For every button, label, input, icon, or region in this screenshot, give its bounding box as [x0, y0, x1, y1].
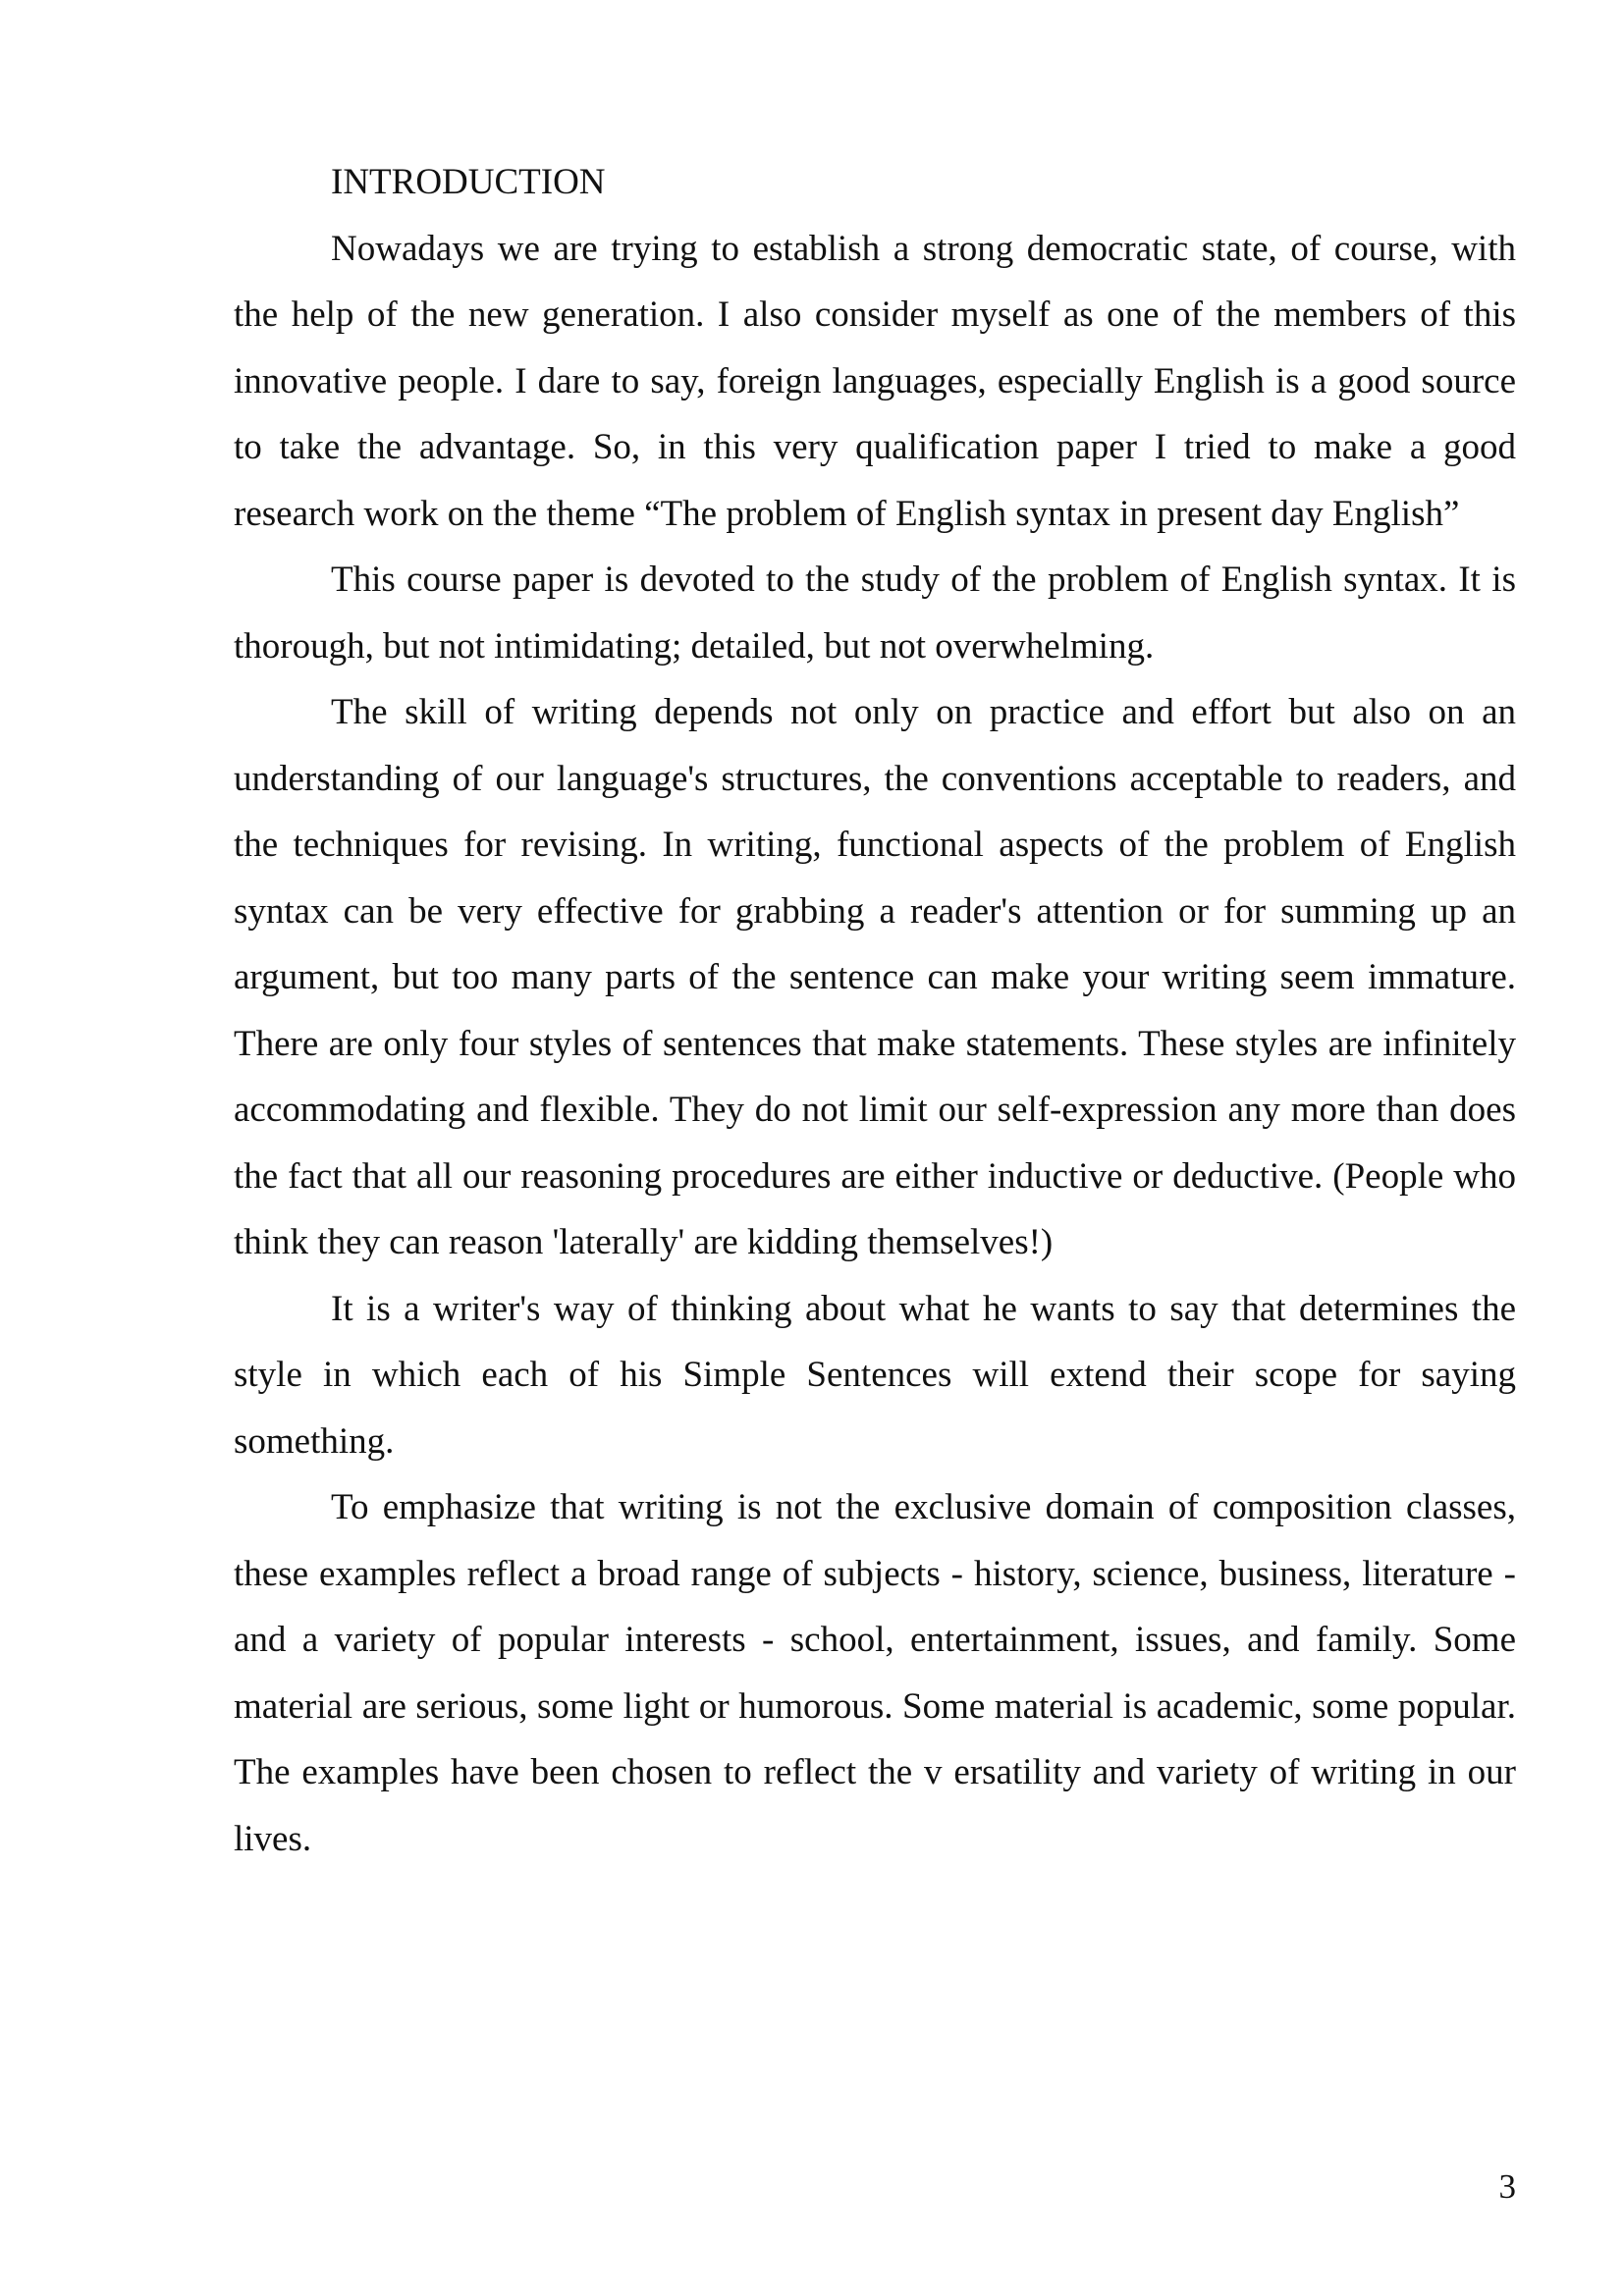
- paragraph-4: It is a writer's way of thinking about what he wants to say that determines the style in which each of his Simple Sentences will extend their scope for saying something.: [234, 1288, 1516, 1462]
- paragraph-3: The skill of writing depends not only on practice and effort but also on an understanding of our language's structures, the conventions acceptable to readers, and the techniques for revising. In writing, functional aspects of the problem of English syntax can be very effective for grabbing a reader's attention or for summing up an argument, but too many parts of the sentence can make your writing seem immature. There are only four styles of sentences that make statements. These styles are infinitely accommodating and flexible. They do not limit our self-expression any more than does the fact that all our reasoning procedures are either inductive or deductive. (People who think they can reason 'laterally' are kidding themselves!): [234, 692, 1516, 1262]
- paragraph-2: This course paper is devoted to the study of the problem of English syntax. It is thorough, but not intimidating; detailed, but not overwhelming.: [234, 560, 1516, 667]
- paragraph-1: Nowadays we are trying to establish a strong democratic state, of course, with the help of the new generation. I also consider myself as one of the members of this innovative people. I dare to say, foreign languages, especially English is a good source to take the advantage. So, in this very qualification paper I tried to make a good research work on the theme “The problem of English syntax in present day English”: [234, 228, 1516, 534]
- page-number: 3: [1498, 2167, 1516, 2206]
- section-heading: INTRODUCTION: [331, 162, 606, 202]
- paragraph-5: To emphasize that writing is not the exclusive domain of composition classes, these examples reflect a broad range of subjects - history, science, business, literature - and a variety of popular interests - school, entertainment, issues, and family. Some material are serious, some light or humorous. Some material is academic, some popular. The examples have been chosen to reflect the v ersatility and variety of writing in our lives.: [234, 1487, 1516, 1859]
- page-body: [234, 149, 1516, 1872]
